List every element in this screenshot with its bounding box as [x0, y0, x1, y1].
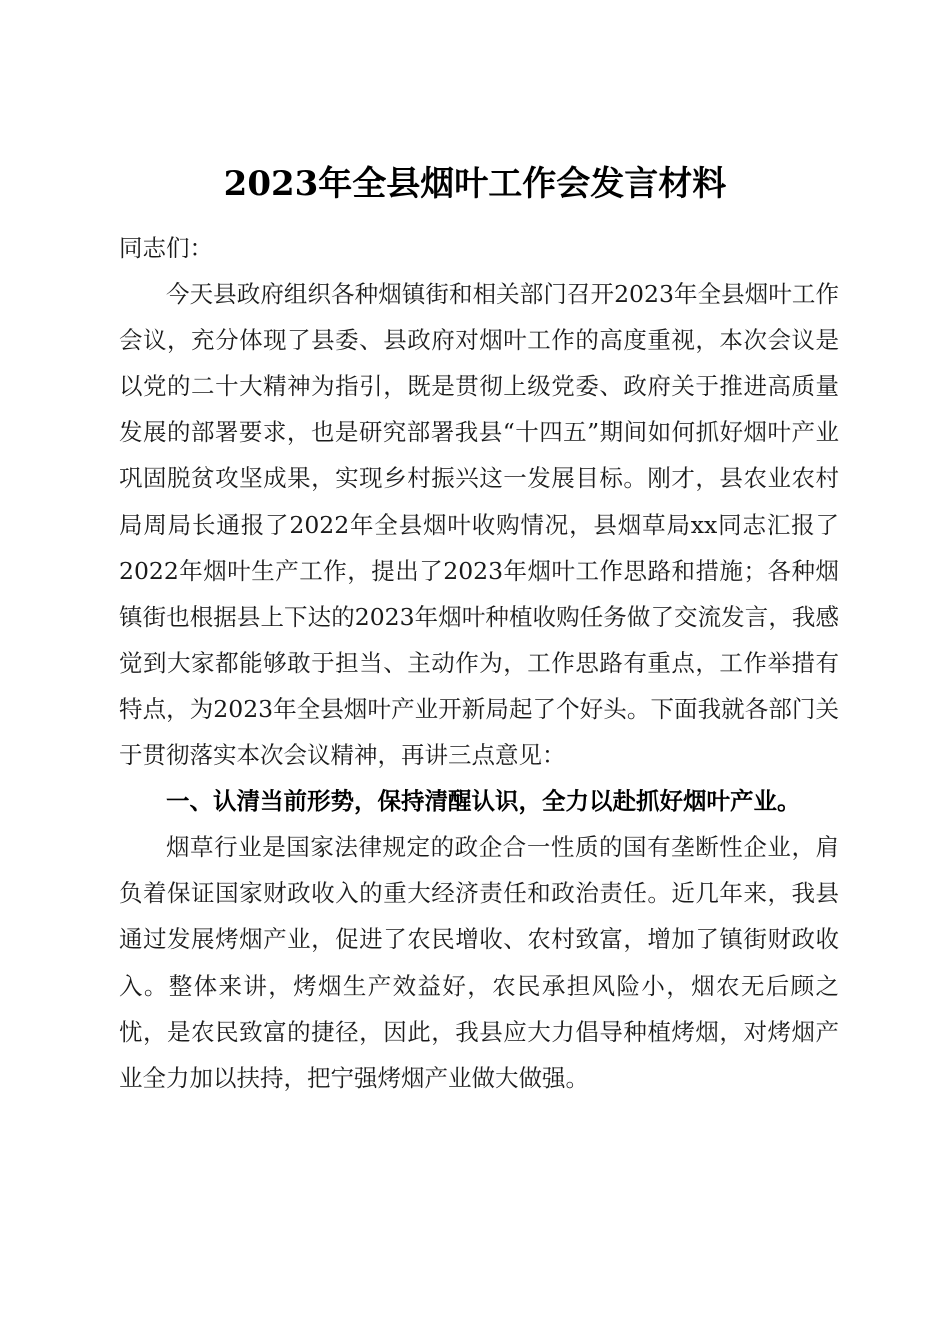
- document-body: [119, 225, 839, 1101]
- section-1-heading: 一、认清当前形势，保持清醒认识，全力以赴抓好烟叶产业。: [166, 787, 801, 816]
- intro-paragraph: 今天县政府组织各种烟镇街和相关部门召开2023年全县烟叶工作会议，充分体现了县委、县政府对烟叶工作的高度重视，本次会议是以党的二十大精神为指引，既是贯彻上级党委、政府关于推进高质量发展的部署要求，也是研究部署我县“十四五”期间如何抓好烟叶产业巩固脱贫攻坚成果，实现乡村振兴这一发展目标。刚才，县农业农村局周局长通报了2022年全县烟叶收购情况，县烟草局xx同志汇报了2022年烟叶生产工作，提出了2023年烟叶工作思路和措施；各种烟镇街也根据县上下达的2023年烟叶种植收购任务做了交流发言，我感觉到大家都能够敢于担当、主动作为，工作思路有重点，工作举措有特点，为2023年全县烟叶产业开新局起了个好头。下面我就各部门关于贯彻落实本次会议精神，再讲三点意见：: [119, 280, 839, 770]
- document-title: 2023年全县烟叶工作会发言材料: [223, 163, 727, 204]
- salutation: 同志们：: [119, 234, 213, 262]
- section-1-paragraph: 烟草行业是国家法律规定的政企合一性质的国有垄断性企业，肩负着保证国家财政收入的重大经济责任和政治责任。近几年来，我县通过发展烤烟产业，促进了农民增收、农村致富，增加了镇街财政收入。整体来讲，烤烟生产效益好，农民承担风险小，烟农无后顾之忧，是农民致富的捷径，因此，我县应大力倡导种植烤烟，对烤烟产业全力加以扶持，把宁强烤烟产业做大做强。: [119, 833, 839, 1092]
